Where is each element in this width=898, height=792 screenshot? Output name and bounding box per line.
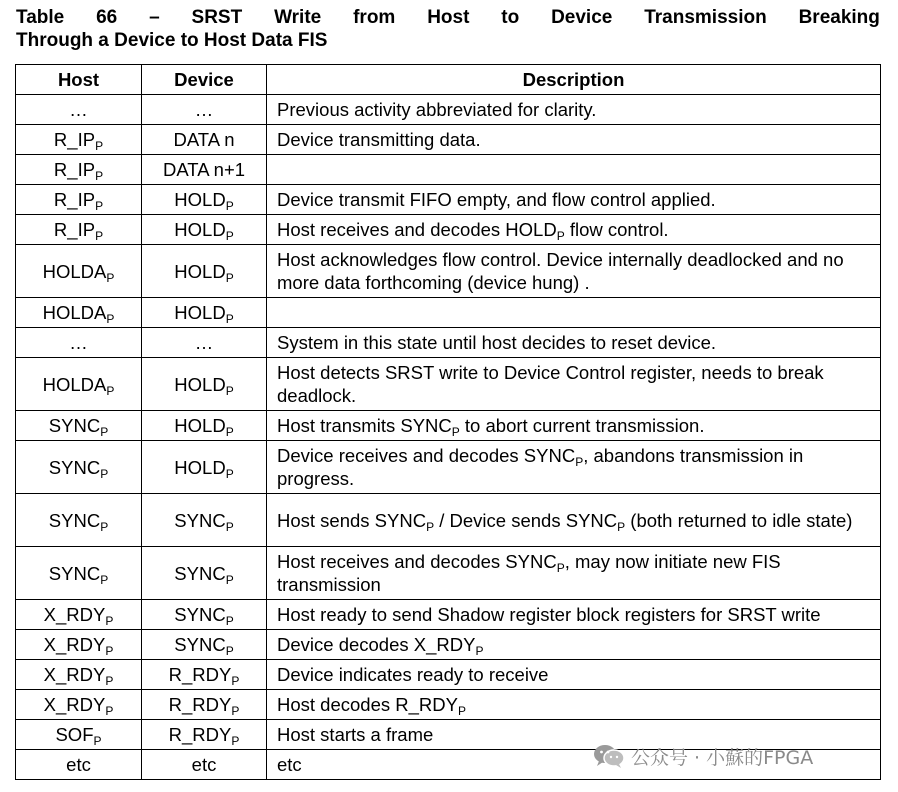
host-state-subscript: P	[106, 383, 115, 398]
subscript: P	[575, 455, 584, 469]
host-state	[16, 441, 142, 494]
table-row	[16, 298, 881, 328]
device-state-subscript: P	[225, 383, 234, 398]
device-state-value: HOLD	[174, 260, 226, 282]
table-caption	[16, 6, 880, 52]
host-state-value: SYNC	[48, 415, 101, 436]
table-row	[16, 215, 881, 245]
caption-word: Write	[274, 7, 322, 28]
device-state	[142, 411, 267, 441]
device-state	[142, 600, 267, 630]
caption-word: 66	[96, 7, 118, 28]
host-state	[16, 215, 142, 245]
host-state-subscript: P	[100, 425, 109, 439]
host-state-subscript: P	[100, 466, 109, 481]
host-state-value: R_IP	[53, 159, 96, 180]
row-description: Host receives and decodes $SYNC_P$, may now initiate new FIS transmission	[267, 547, 881, 600]
host-state	[16, 660, 142, 690]
watermark	[593, 742, 813, 770]
row-description: Device transmit FIFO empty, and flow control applied.	[267, 185, 881, 215]
host-state-subscript: P	[105, 674, 114, 688]
host-state	[16, 155, 142, 185]
host-state	[16, 720, 142, 750]
device-state-value: DATA n	[173, 129, 235, 150]
host-state-value: SYNC	[48, 509, 101, 531]
host-state-value: X_RDY	[43, 604, 106, 625]
header-description: Description	[267, 65, 881, 95]
caption-word: –	[149, 7, 160, 28]
caption-word: Transmission	[644, 7, 767, 28]
row-description: Host acknowledges flow control. Device internally deadlocked and no more data forthcoming (device hung) .	[267, 245, 881, 298]
row-description: Device decodes $X\_RDY_P$	[267, 630, 881, 660]
device-state	[142, 660, 267, 690]
device-state-value: …	[194, 332, 214, 353]
host-state	[16, 411, 142, 441]
srst-transmission-table	[15, 64, 881, 780]
wechat-icon	[593, 743, 625, 769]
device-state-value: HOLD	[174, 456, 226, 478]
table-row	[16, 690, 881, 720]
host-state	[16, 298, 142, 328]
table-row	[16, 155, 881, 185]
host-state	[16, 185, 142, 215]
host-state-subscript: P	[105, 614, 114, 628]
device-state	[142, 547, 267, 600]
table-row	[16, 95, 881, 125]
device-state-value: HOLD	[174, 415, 226, 436]
subscript: P	[617, 519, 626, 534]
host-state-value: HOLDA	[42, 302, 107, 323]
row-description: Host decodes $R\_RDY_P$	[267, 690, 881, 720]
row-description	[267, 298, 881, 328]
host-state	[16, 95, 142, 125]
host-state-value: R_IP	[53, 219, 96, 240]
device-state-subscript: P	[225, 270, 234, 285]
host-state	[16, 245, 142, 298]
host-state-value: HOLDA	[42, 373, 107, 395]
table-row	[16, 494, 881, 547]
device-state	[142, 95, 267, 125]
device-state-subscript: P	[225, 614, 234, 628]
host-state-subscript: P	[95, 199, 104, 213]
table-row	[16, 411, 881, 441]
device-state	[142, 328, 267, 358]
host-state	[16, 600, 142, 630]
subscript: P	[457, 704, 466, 718]
row-description: System in this state until host decides to reset device.	[267, 328, 881, 358]
host-state-value: X_RDY	[43, 664, 106, 685]
device-state-subscript: P	[231, 704, 240, 718]
table-row	[16, 441, 881, 494]
row-description	[267, 155, 881, 185]
host-state-subscript: P	[105, 644, 114, 658]
device-state-value: …	[194, 99, 214, 120]
host-state-value: HOLDA	[42, 260, 107, 282]
row-description: Device indicates ready to receive	[267, 660, 881, 690]
host-state-value: SYNC	[48, 456, 101, 478]
device-state-value: R_RDY	[168, 724, 232, 745]
host-state	[16, 690, 142, 720]
caption-word: from	[353, 7, 396, 28]
header-device: Device	[142, 65, 267, 95]
caption-word: Device	[551, 7, 613, 28]
host-state-subscript: P	[100, 572, 109, 587]
row-description: etc	[267, 750, 881, 780]
table-row	[16, 547, 881, 600]
host-state-subscript: P	[95, 229, 104, 243]
device-state-subscript: P	[225, 519, 234, 534]
table-row	[16, 630, 881, 660]
device-state	[142, 155, 267, 185]
table-row	[16, 245, 881, 298]
host-state-value: X_RDY	[43, 694, 106, 715]
device-state	[142, 125, 267, 155]
table-row	[16, 185, 881, 215]
device-state	[142, 215, 267, 245]
table-row	[16, 660, 881, 690]
device-state-subscript: P	[225, 572, 234, 587]
subscript: P	[556, 229, 565, 243]
row-description: Previous activity abbreviated for clarity.	[267, 95, 881, 125]
host-state-subscript: P	[100, 519, 109, 534]
device-state-subscript: P	[225, 425, 234, 439]
subscript: P	[475, 644, 484, 658]
caption-word: SRST	[191, 7, 243, 28]
host-state-value: R_IP	[53, 129, 96, 150]
device-state-subscript: P	[225, 199, 234, 213]
host-state	[16, 750, 142, 780]
caption-word: Table	[16, 7, 65, 28]
device-state-subscript: P	[225, 312, 234, 326]
device-state-value: HOLD	[174, 373, 226, 395]
device-state-value: R_RDY	[168, 664, 232, 685]
host-state-subscript: P	[106, 270, 115, 285]
host-state-value: R_IP	[53, 189, 96, 210]
device-state	[142, 245, 267, 298]
host-state-value: …	[69, 332, 88, 353]
host-state-subscript: P	[106, 312, 115, 326]
header-host: Host	[16, 65, 142, 95]
host-state-subscript: P	[105, 704, 114, 718]
host-state	[16, 328, 142, 358]
caption-word: to	[501, 7, 520, 28]
host-state-value: etc	[66, 754, 91, 775]
table-row	[16, 600, 881, 630]
table-row	[16, 328, 881, 358]
device-state-subscript: P	[231, 734, 240, 748]
host-state-value: X_RDY	[43, 634, 106, 655]
host-state-value: …	[69, 99, 88, 120]
device-state	[142, 750, 267, 780]
host-state	[16, 494, 142, 547]
host-state	[16, 630, 142, 660]
header-row	[16, 65, 881, 95]
device-state-subscript: P	[225, 466, 234, 481]
device-state-value: HOLD	[174, 189, 226, 210]
device-state	[142, 358, 267, 411]
device-state	[142, 298, 267, 328]
device-state	[142, 630, 267, 660]
caption-word: Breaking	[798, 7, 880, 28]
device-state-value: SYNC	[174, 634, 226, 655]
caption-word: Host	[427, 7, 470, 28]
subscript: P	[426, 519, 435, 534]
row-description: Host receives and decodes $HOLD_P$ flow control.	[267, 215, 881, 245]
table-row	[16, 358, 881, 411]
table-row	[16, 125, 881, 155]
row-description: Device receives and decodes $SYNC_P$, abandons transmission in progress.	[267, 441, 881, 494]
device-state-subscript: P	[231, 674, 240, 688]
row-description: Host starts a frame	[267, 720, 881, 750]
device-state-subscript: P	[225, 229, 234, 243]
device-state-value: etc	[191, 754, 217, 775]
subscript: P	[451, 425, 460, 439]
row-description: Host ready to send Shadow register block registers for SRST write	[267, 600, 881, 630]
device-state-value: HOLD	[174, 219, 226, 240]
device-state	[142, 720, 267, 750]
host-state-subscript: P	[95, 169, 104, 183]
device-state	[142, 494, 267, 547]
device-state	[142, 441, 267, 494]
host-state-value: SYNC	[48, 562, 101, 584]
host-state	[16, 358, 142, 411]
device-state-value: R_RDY	[168, 694, 232, 715]
watermark-text: 公众号 · 小蘇的FPGA	[631, 746, 814, 769]
caption-line-1	[16, 6, 880, 29]
device-state-subscript: P	[225, 644, 234, 658]
device-state	[142, 185, 267, 215]
device-state	[142, 690, 267, 720]
subscript: P	[556, 561, 565, 575]
device-state-value: DATA n+1	[162, 159, 246, 180]
device-state-value: SYNC	[174, 562, 226, 584]
row-description: Host transmits $SYNC_P$ to abort current transmission.	[267, 411, 881, 441]
row-description: Host sends $SYNC_P$ / Device sends $SYNC_P$ (both returned to idle state)	[267, 494, 881, 547]
host-state-value: SOF	[55, 724, 94, 745]
device-state-value: HOLD	[174, 302, 226, 323]
device-state-value: SYNC	[174, 509, 226, 531]
caption-line-2: Through a Device to Host Data FIS	[16, 30, 328, 51]
row-description: Host detects SRST write to Device Control register, needs to break deadlock.	[267, 358, 881, 411]
device-state-value: SYNC	[174, 604, 226, 625]
row-description: Device transmitting data.	[267, 125, 881, 155]
host-state-subscript: P	[95, 139, 104, 153]
host-state	[16, 547, 142, 600]
host-state	[16, 125, 142, 155]
host-state-subscript: P	[93, 734, 102, 748]
